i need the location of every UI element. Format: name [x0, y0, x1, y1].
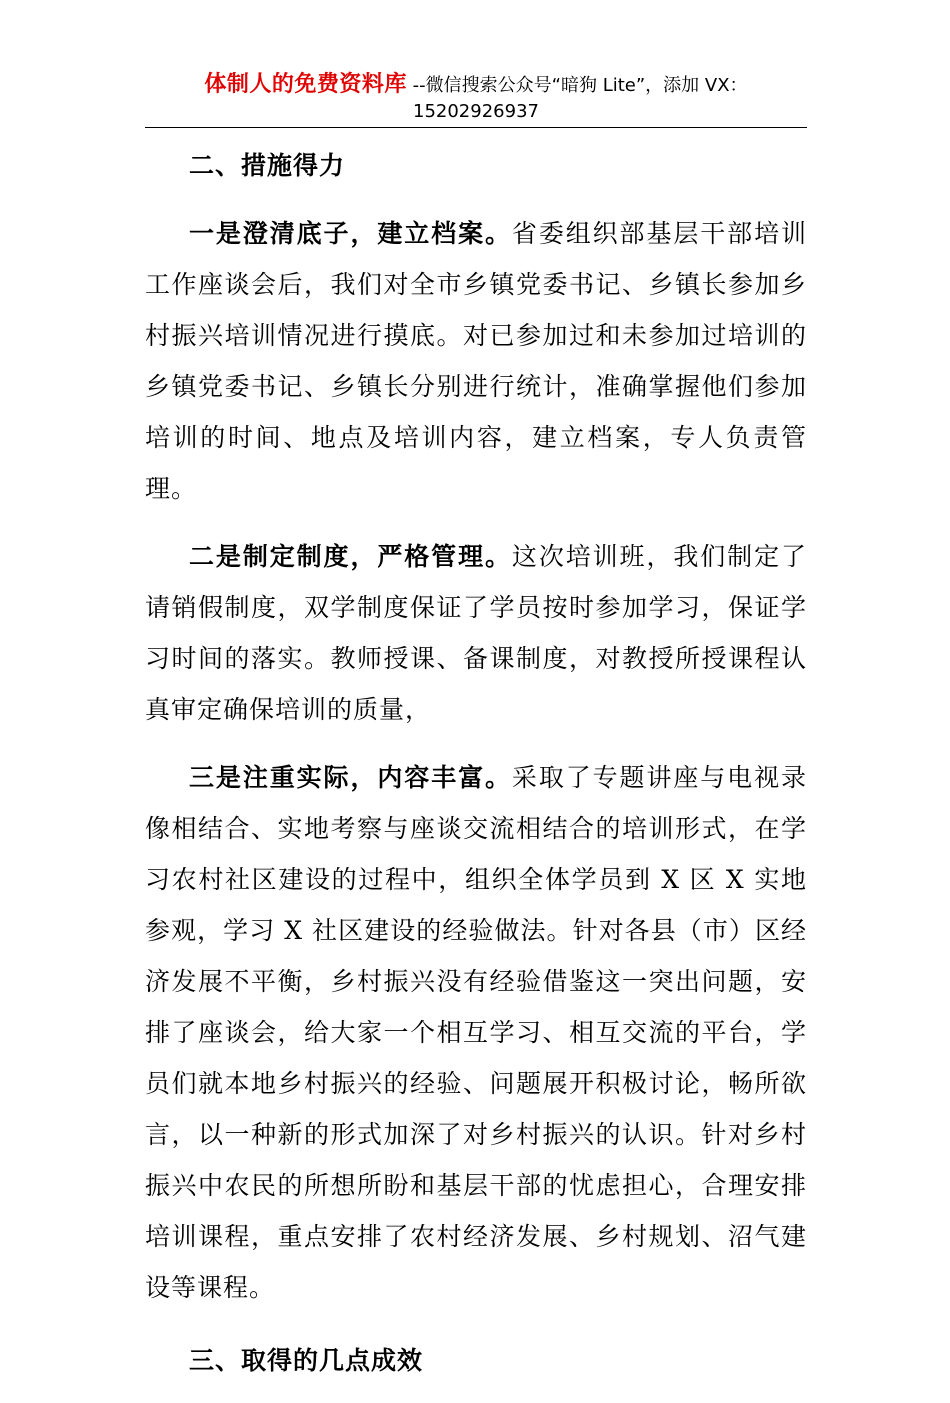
paragraph [145, 531, 807, 735]
header-text: --微信搜索公众号“暗狗 Lite”，添加 VX： [406, 75, 748, 96]
paragraph-body: 采取了专题讲座与电视录像相结合、实地考察与座谈交流相结合的培训形式，在学习农村社区建设的过程中，组织全体学员到 X 区 X 实地参观，学习 X 社区建设的经验做法。针对各县（市）区经济发展不平衡，乡村振兴没有经验借鉴这一突出问题，安排了座谈会，给大家一个相互学习、相互交流的平台，学员们就本地乡村振兴的经验、问题展开积极讨论，畅所欲言，以一种新的形式加深了对乡村振兴的认识。针对乡村振兴中农民的所想所盼和基层干部的忧虑担心，合理安排培训课程，重点安排了农村经济发展、乡村规划、沼气建设等课程。 [145, 763, 807, 1302]
paragraph-body: 省委组织部基层干部培训工作座谈会后，我们对全市乡镇党委书记、乡镇长参加乡村振兴培训情况进行摸底。对已参加过和未参加过培训的乡镇党委书记、乡镇长分别进行统计，准确掌握他们参加培训的时间、地点及培训内容，建立档案，专人负责管理。 [145, 219, 807, 503]
paragraph-lead: 一是澄清底子，建立档案。 [189, 219, 512, 248]
section-heading: 二、措施得力 [189, 151, 346, 180]
paragraph-body: 这次培训班，我们制定了请销假制度，双学制度保证了学员按时参加学习，保证学习时间的落实。教师授课、备课制度，对教授所授课程认真审定确保培训的质量， [145, 542, 807, 724]
header-phone: 15202926937 [413, 101, 539, 122]
paragraph-lead: 二是制定制度，严格管理。 [189, 542, 512, 571]
paragraph-lead: 三是注重实际，内容丰富。 [189, 763, 512, 792]
paragraph [145, 752, 807, 1313]
section-heading: 三、取得的几点成效 [189, 1346, 424, 1375]
header-brand: 体制人的免费资料库 [204, 72, 407, 97]
header-divider [145, 127, 807, 128]
document-body [145, 140, 807, 1403]
paragraph [145, 208, 807, 514]
page-header [145, 72, 807, 125]
